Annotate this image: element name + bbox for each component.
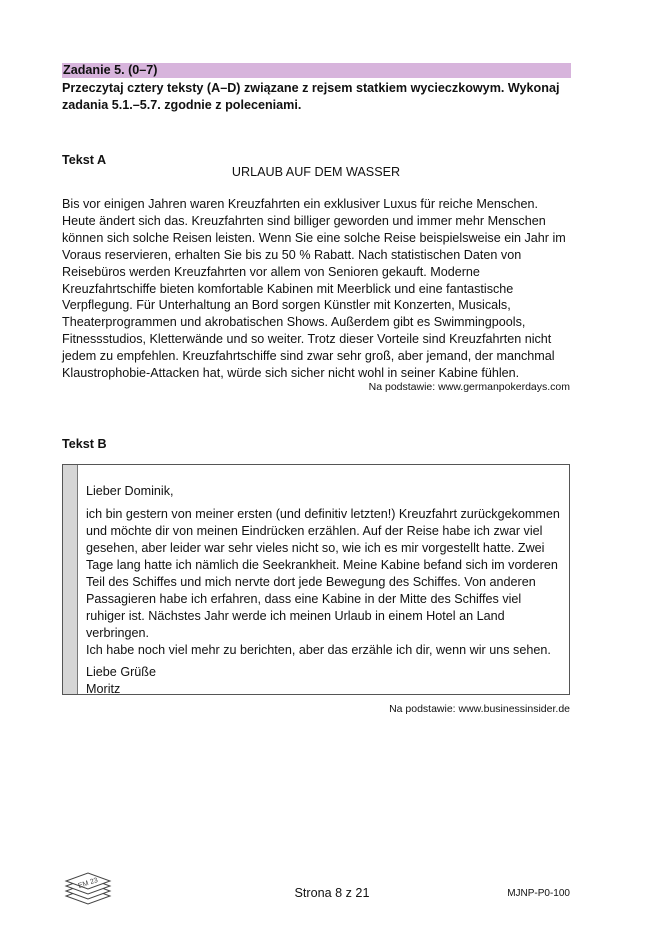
letter-closing: Liebe Grüße [86, 665, 157, 679]
text-b-source: Na podstawie: www.businessinsider.de [389, 703, 570, 715]
text-a-title: URLAUB AUF DEM WASSER [231, 165, 401, 179]
letter-box [62, 464, 570, 695]
text-a-body: Bis vor einigen Jahren waren Kreuzfahrten ein exklusiver Luxus für reiche Menschen. Heute ändert sich das. Kreuzfahrten sind billiger geworden und immer mehr Menschen können sich solche Reisen leisten. Wenn Sie eine solche Reise beispielsweise ein Jahr im Voraus reservieren, erhalten Sie bis zu 50 % Rabatt. Nach statistischen Daten von Reisebüros werden Kreuzfahrten vor allem von Senioren gekauft. Moderne Kreuzfahrtschiffe bieten komfortable Kabinen mit Meerblick und eine fantastische Verpflegung. Für Unterhaltung an Bord sorgen Künstler mit Konzerten, Musicals, Theaterprogrammen und akrobatischen Shows. Außerdem gibt es Swimmingpools, Fitnessstudios, Kletterwände und so weiter. Trotz dieser Vorteile sind Kreuzfahrten nicht jedem zu empfehlen. Kreuzfahrtschiffe sind zwar sehr groß, aber jemand, der manchmal Klaustrophobie-Attacken hat, würde sich sicher nicht wohl in seiner Kabine fühlen. [62, 197, 566, 381]
text-a-source: Na podstawie: www.germanpokerdays.com [368, 381, 570, 393]
task-header: Zadanie 5. (0–7) [62, 63, 571, 78]
letter-greeting: Lieber Dominik, [86, 484, 174, 498]
letter-paragraph-1: ich bin gestern von meiner ersten (und definitiv letzten!) Kreuzfahrt zurückgekommen und möchte dir von meinen Eindrücken erzählen. Auf der Reise habe ich zwar viel gesehen, aber leider war sehr vieles nicht so, wie ich es mir vorgestellt hatte. Zwei Tage lang hatte ich nämlich die Seekrankheit. Meine Kabine befand sich im vorderen Teil des Schiffes und mich nervte dort jede Bewegung des Schiffes. Von anderen Passagieren habe ich erfahren, dass eine Kabine in der Mitte des Schiffes viel ruhiger ist. Nächstes Jahr werde ich meinen Urlaub in einem Hotel an Land verbringen. [86, 507, 560, 640]
letter-signature: Moritz [86, 682, 121, 696]
letter-side-bar [63, 465, 78, 694]
document-code: MJNP-P0-100 [507, 888, 570, 899]
text-b-label: Tekst B [62, 437, 107, 451]
page-number: Strona 8 z 21 [294, 886, 370, 900]
task-instruction: Przeczytaj cztery teksty (A–D) związane z rejsem statkiem wycieczkowym. Wykonaj zadania 5.1.–5.7. zgodnie z poleceniami. [62, 81, 560, 112]
letter-content [86, 483, 562, 698]
text-a-label: Tekst A [62, 153, 107, 167]
letter-paragraph-2: Ich habe noch viel mehr zu berichten, aber das erzähle ich dir, wenn wir uns sehen. [86, 643, 551, 657]
logo-text: EM 23 [77, 877, 99, 890]
